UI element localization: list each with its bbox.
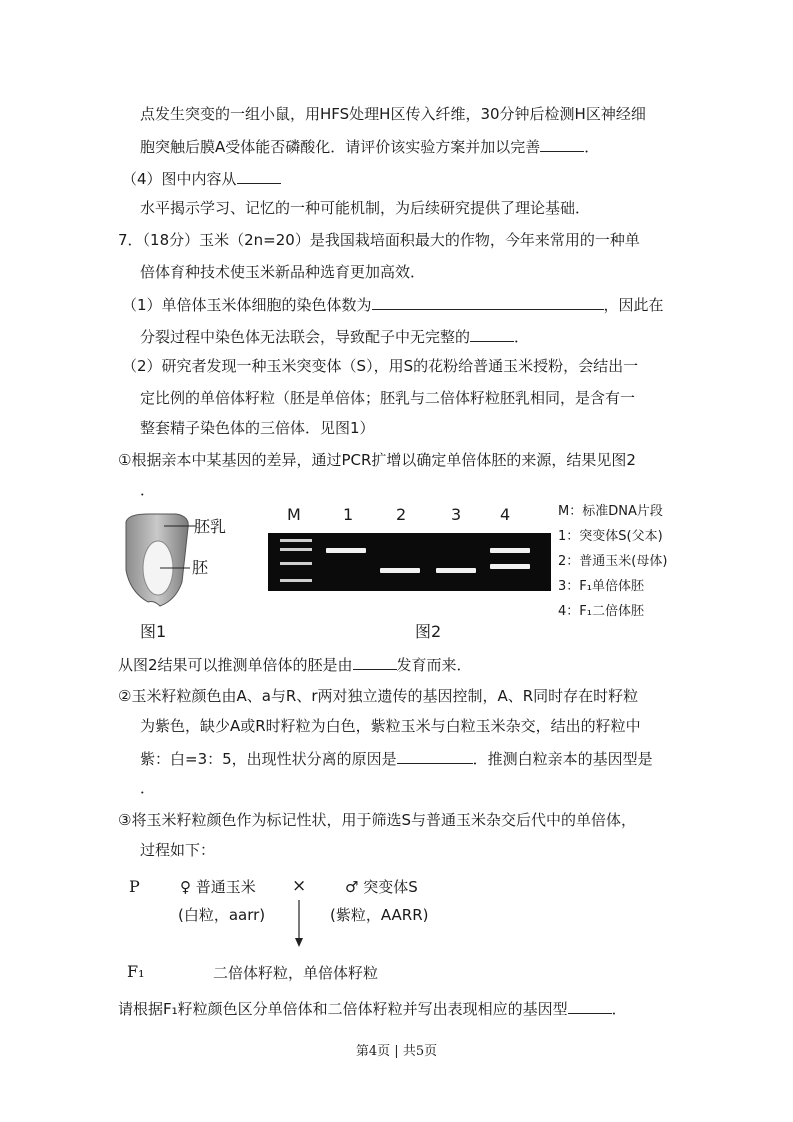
text-line-7-content: （1）单倍体玉米体细胞的染色体数为 (122, 296, 372, 314)
cross-arrow (293, 900, 305, 948)
text-line-12: ①根据亲本中某基因的差异，通过PCR扩增以确定单倍体胚的来源，结果见图2 (118, 451, 636, 469)
cross-symbol: × (292, 876, 307, 896)
lane-4-band-upper (490, 548, 530, 553)
f1-offspring: 二倍体籽粒，单倍体籽粒 (213, 964, 379, 982)
f1-label: F₁ (127, 962, 145, 981)
text-line-8-end: ． (514, 328, 530, 346)
text-line-8 (140, 326, 529, 347)
legend-1: 1：突变体S(父本) (558, 529, 663, 544)
legend-3: 3：F₁单倍体胚 (558, 579, 644, 594)
text-line-2-content: 胞突触后膜A受体能否磷酸化．请评价该实验方案并加以完善 (140, 138, 541, 156)
text-line-4: 水平揭示学习、记忆的一种可能机制，为后续研究提供了理论基础． (140, 199, 591, 217)
answer-blank[interactable] (353, 654, 397, 670)
question-7-title: 7．（18分）玉米（2n=20）是我国栽培面积最大的作物，今年来常用的一种单 (118, 231, 640, 249)
legend-2: 2：普通玉米(母体) (558, 554, 668, 569)
text-line-14-content: 从图2结果可以推测单倍体的胚是由 (118, 656, 353, 674)
lane-2-band (380, 568, 420, 573)
text-line-1: 点发生突变的一组小鼠，用HFS处理H区传入纤维，30分钟后检测H区神经细 (140, 105, 646, 123)
question-4-label: （4）图中内容从 (122, 170, 237, 188)
parent-label: P (129, 877, 140, 896)
text-line-11: 整套精子染色体的三倍体．见图1） (140, 419, 375, 437)
text-line-13: ． (140, 481, 156, 499)
lane-label-2: 2 (396, 505, 407, 524)
lane-label-4: 4 (500, 505, 511, 524)
text-line-2-end: ． (584, 138, 600, 156)
text-line-17 (140, 748, 653, 769)
lane-1-band (326, 548, 366, 553)
text-line-14 (118, 654, 472, 675)
text-line-21-content: 请根据F₁籽粒颜色区分单倍体和二倍体籽粒并写出表现相应的基因型 (118, 1000, 568, 1018)
answer-blank[interactable] (470, 326, 514, 342)
text-line-7 (122, 294, 664, 315)
text-line-6: 倍体育种技术使玉米新品种选育更加高效． (140, 263, 426, 281)
male-phenotype: (紫粒，AARR) (330, 906, 429, 924)
answer-blank[interactable] (237, 168, 281, 184)
figure-1-caption: 图1 (140, 622, 167, 641)
lane-label-m: M (287, 505, 301, 524)
label-embryo: 胚 (192, 558, 209, 577)
text-line-16: 为紫色，缺少A或R时籽粒为白色，紫粒玉米与白粒玉米杂交，结出的籽粒中 (140, 717, 641, 735)
text-line-8-content: 分裂过程中染色体无法联会，导致配子中无完整的 (140, 328, 471, 346)
marker-band (280, 579, 312, 582)
female-parent: ♀ 普通玉米 (180, 878, 256, 896)
marker-band (280, 548, 312, 551)
answer-blank[interactable] (372, 294, 604, 310)
text-line-3 (122, 168, 281, 189)
text-line-20: 过程如下： (140, 841, 216, 859)
marker-band (280, 539, 312, 542)
marker-band (280, 562, 312, 565)
lane-4-band-lower (490, 564, 530, 569)
lane-label-1: 1 (343, 505, 354, 524)
gel-image (268, 533, 551, 591)
lane-label-3: 3 (451, 505, 462, 524)
text-line-10: 定比例的单倍体籽粒（胚是单倍体；胚乳与二倍体籽粒胚乳相同，是含有一 (140, 389, 636, 407)
text-line-7-end: ，因此在 (603, 296, 664, 314)
text-line-15: ②玉米籽粒颜色由A、a与R、r两对独立遗传的基因控制，A、R同时存在时籽粒 (118, 687, 639, 705)
legend-m: M：标准DNA片段 (558, 504, 663, 519)
text-line-18: ． (140, 779, 156, 797)
lane-3-band (436, 568, 476, 573)
figure-2-caption: 图2 (415, 622, 442, 641)
text-line-21-end: ． (611, 1000, 627, 1018)
page-footer: 第4页 | 共5页 (355, 1044, 438, 1059)
text-line-9: （2）研究者发现一种玉米突变体（S），用S的花粉给普通玉米授粉，会结出一 (122, 357, 639, 375)
answer-blank[interactable] (568, 998, 612, 1014)
answer-blank[interactable] (397, 748, 473, 764)
text-line-2 (140, 136, 599, 157)
text-line-19: ③将玉米籽粒颜色作为标记性状，用于筛选S与普通玉米杂交后代中的单倍体， (118, 811, 636, 829)
female-phenotype: (白粒，aarr) (178, 906, 266, 924)
text-line-17-content: 紫：白=3：5，出现性状分离的原因是 (140, 750, 397, 768)
text-line-14-end: 发育而来． (396, 656, 472, 674)
male-parent: ♂ 突变体S (345, 878, 418, 896)
legend-4: 4：F₁二倍体胚 (558, 604, 644, 619)
answer-blank[interactable] (540, 136, 584, 152)
text-line-17-end: ．推测白粒亲本的基因型是 (472, 750, 653, 768)
text-line-21 (118, 998, 627, 1019)
label-endosperm: 胚乳 (194, 517, 227, 536)
